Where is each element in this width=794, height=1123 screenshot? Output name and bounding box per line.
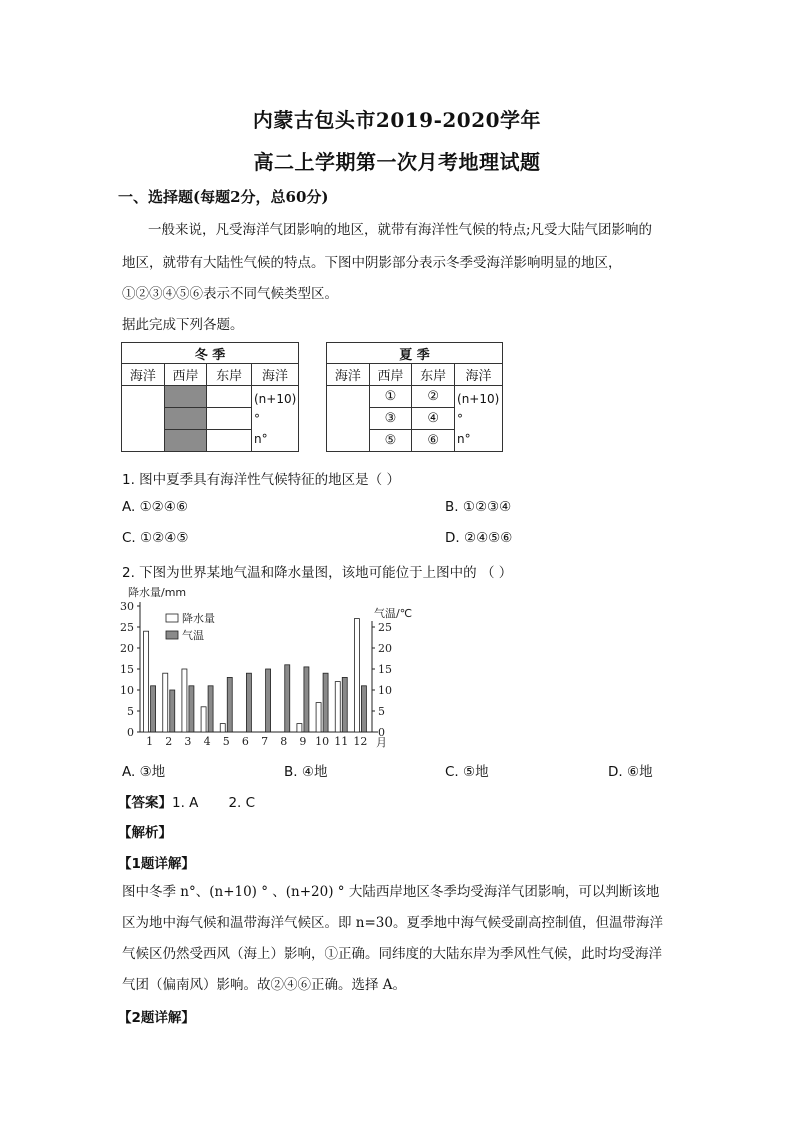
left-axis-title: 降水量/mm [128, 586, 187, 599]
temperature-bar [361, 686, 366, 732]
summer-header-ocean-west: 海洋 [327, 364, 370, 386]
winter-cell [207, 430, 252, 452]
precipitation-bar [354, 619, 359, 732]
legend-swatch-temperature [166, 631, 178, 639]
left-tick-label: 30 [120, 600, 134, 613]
temperature-bar [208, 686, 213, 732]
section-heading: 一、选择题(每题2分，总60分) [118, 188, 329, 206]
q1-option-a: A. ①②④⑥ [122, 499, 188, 515]
month-tick-label: 9 [299, 735, 307, 748]
summer-lat-top: (n+10)° [457, 391, 500, 426]
temperature-bar [189, 686, 194, 732]
month-tick-label: 12 [353, 735, 368, 748]
q2-stem: 2. 下图为世界某地气温和降水量图，该地可能位于上图中的 （ ） [122, 565, 513, 581]
summer-ocean-west-cell [327, 386, 370, 452]
winter-shaded-cell [164, 430, 207, 452]
intro-line-4: 据此完成下列各题。 [122, 317, 244, 333]
x-axis-unit: 月 [376, 736, 387, 749]
month-tick-label: 5 [222, 735, 230, 748]
month-tick-label: 1 [146, 735, 154, 748]
q2-option-d: D. ⑥地 [608, 764, 653, 780]
q2-option-b: B. ④地 [284, 764, 328, 780]
temperature-bar [151, 686, 156, 732]
left-tick-label: 20 [120, 642, 134, 655]
left-tick-label: 25 [120, 621, 134, 634]
month-tick-label: 3 [184, 735, 192, 748]
winter-shaded-cell [164, 408, 207, 430]
winter-header-ocean-east: 海洋 [252, 364, 299, 386]
winter-table [121, 342, 299, 452]
q1-option-b: B. ①②③④ [445, 499, 512, 515]
month-tick-label: 4 [203, 735, 211, 748]
intro-line-1: 一般来说，凡受海洋气团影响的地区，就带有海洋性气候的特点;凡受大陆气团影响的 [148, 222, 653, 238]
precipitation-bar [316, 703, 321, 732]
precipitation-bar [144, 631, 149, 732]
summer-header-ocean-east: 海洋 [455, 364, 503, 386]
summer-cell-3: ③ [369, 408, 412, 430]
answer-text: 1. A 2. C [172, 795, 256, 811]
precipitation-bar [297, 724, 302, 732]
precipitation-bar [201, 707, 206, 732]
summer-table [326, 342, 503, 452]
winter-header-west-coast: 西岸 [164, 364, 207, 386]
temperature-bar [342, 677, 347, 732]
summer-cell-2: ② [412, 386, 455, 408]
right-tick-label: 20 [378, 642, 392, 655]
legend-label-precipitation: 降水量 [182, 612, 215, 625]
q2-option-a: A. ③地 [122, 764, 166, 780]
temperature-bar [227, 677, 232, 732]
temperature-bar [323, 673, 328, 732]
q1-detail-line: 区为地中海气候和温带海洋气候区。即 n=30。夏季地中海气候受副高控制值，但温带海洋 [122, 915, 663, 931]
winter-ocean-west-cell [122, 386, 165, 452]
right-tick-label: 0 [378, 726, 385, 739]
legend-swatch-precipitation [166, 614, 178, 622]
month-tick-label: 2 [165, 735, 173, 748]
summer-lat-bottom: n° [457, 431, 471, 446]
q1-detail-line: 气候区仍然受西风（海上）影响，①正确。同纬度的大陆东岸为季风性气候，此时均受海洋 [122, 946, 662, 962]
legend-label-temperature: 气温 [182, 629, 204, 642]
temperature-bar [285, 665, 290, 732]
summer-cell-4: ④ [412, 408, 455, 430]
month-tick-label: 11 [334, 735, 349, 748]
winter-shaded-cell [164, 386, 207, 408]
left-tick-label: 10 [120, 684, 134, 697]
precipitation-bar [163, 673, 168, 732]
winter-latitude-cell [252, 386, 299, 452]
month-tick-label: 7 [261, 735, 269, 748]
precipitation-bar [182, 669, 187, 732]
answer-line [118, 791, 255, 811]
left-tick-label: 5 [127, 705, 134, 718]
right-axis-title: 气温/℃ [374, 607, 412, 620]
analysis-label: 【解析】 [118, 825, 172, 841]
title-line-1: 内蒙古包头市2019-2020学年 [252, 108, 542, 132]
summer-season-label: 夏 季 [327, 343, 503, 364]
summer-latitude-cell [455, 386, 503, 452]
climate-chart [112, 584, 412, 754]
q2-detail-label: 【2题详解】 [118, 1010, 195, 1026]
summer-cell-5: ⑤ [369, 430, 412, 452]
winter-header-east-coast: 东岸 [207, 364, 252, 386]
temperature-bar [304, 667, 309, 732]
winter-lat-top: (n+10)° [254, 391, 297, 426]
q1-option-d: D. ②④⑤⑥ [445, 530, 513, 546]
summer-header-east-coast: 东岸 [412, 364, 455, 386]
winter-lat-bottom: n° [254, 431, 268, 446]
temperature-bar [170, 690, 175, 732]
q1-stem: 1. 图中夏季具有海洋性气候特征的地区是（ ） [122, 472, 400, 488]
month-tick-label: 8 [280, 735, 288, 748]
q1-option-c: C. ①②④⑤ [122, 530, 189, 546]
intro-line-3: ①②③④⑤⑥表示不同气候类型区。 [122, 286, 338, 302]
summer-cell-1: ① [369, 386, 412, 408]
temperature-bar [246, 673, 251, 732]
right-tick-label: 10 [378, 684, 392, 697]
left-tick-label: 15 [120, 663, 134, 676]
right-tick-label: 5 [378, 705, 385, 718]
winter-season-label: 冬 季 [122, 343, 299, 364]
title-line-2: 高二上学期第一次月考地理试题 [253, 150, 541, 174]
month-tick-label: 10 [315, 735, 330, 748]
winter-cell [207, 386, 252, 408]
q1-detail-paragraph [122, 877, 678, 1001]
right-tick-label: 25 [378, 621, 392, 634]
q1-detail-line: 图中冬季 n°、(n+10) ° 、(n+20) ° 大陆西岸地区冬季均受海洋气团影响，可以判断该地 [122, 884, 660, 900]
left-tick-label: 0 [127, 726, 134, 739]
intro-line-2: 地区，就带有大陆性气候的特点。下图中阴影部分表示冬季受海洋影响明显的地区， [122, 255, 622, 271]
precipitation-bar [220, 724, 225, 732]
winter-cell [207, 408, 252, 430]
summer-header-west-coast: 西岸 [369, 364, 412, 386]
q2-option-c: C. ⑤地 [445, 764, 489, 780]
right-tick-label: 15 [378, 663, 392, 676]
temperature-bar [266, 669, 271, 732]
winter-header-ocean-west: 海洋 [122, 364, 165, 386]
answer-label: 【答案】 [118, 795, 172, 811]
month-tick-label: 6 [241, 735, 249, 748]
q1-detail-line: 气团（偏南风）影响。故②④⑥正确。选择 A。 [122, 977, 407, 993]
precipitation-bar [335, 682, 340, 732]
q1-detail-label: 【1题详解】 [118, 856, 195, 872]
summer-cell-6: ⑥ [412, 430, 455, 452]
